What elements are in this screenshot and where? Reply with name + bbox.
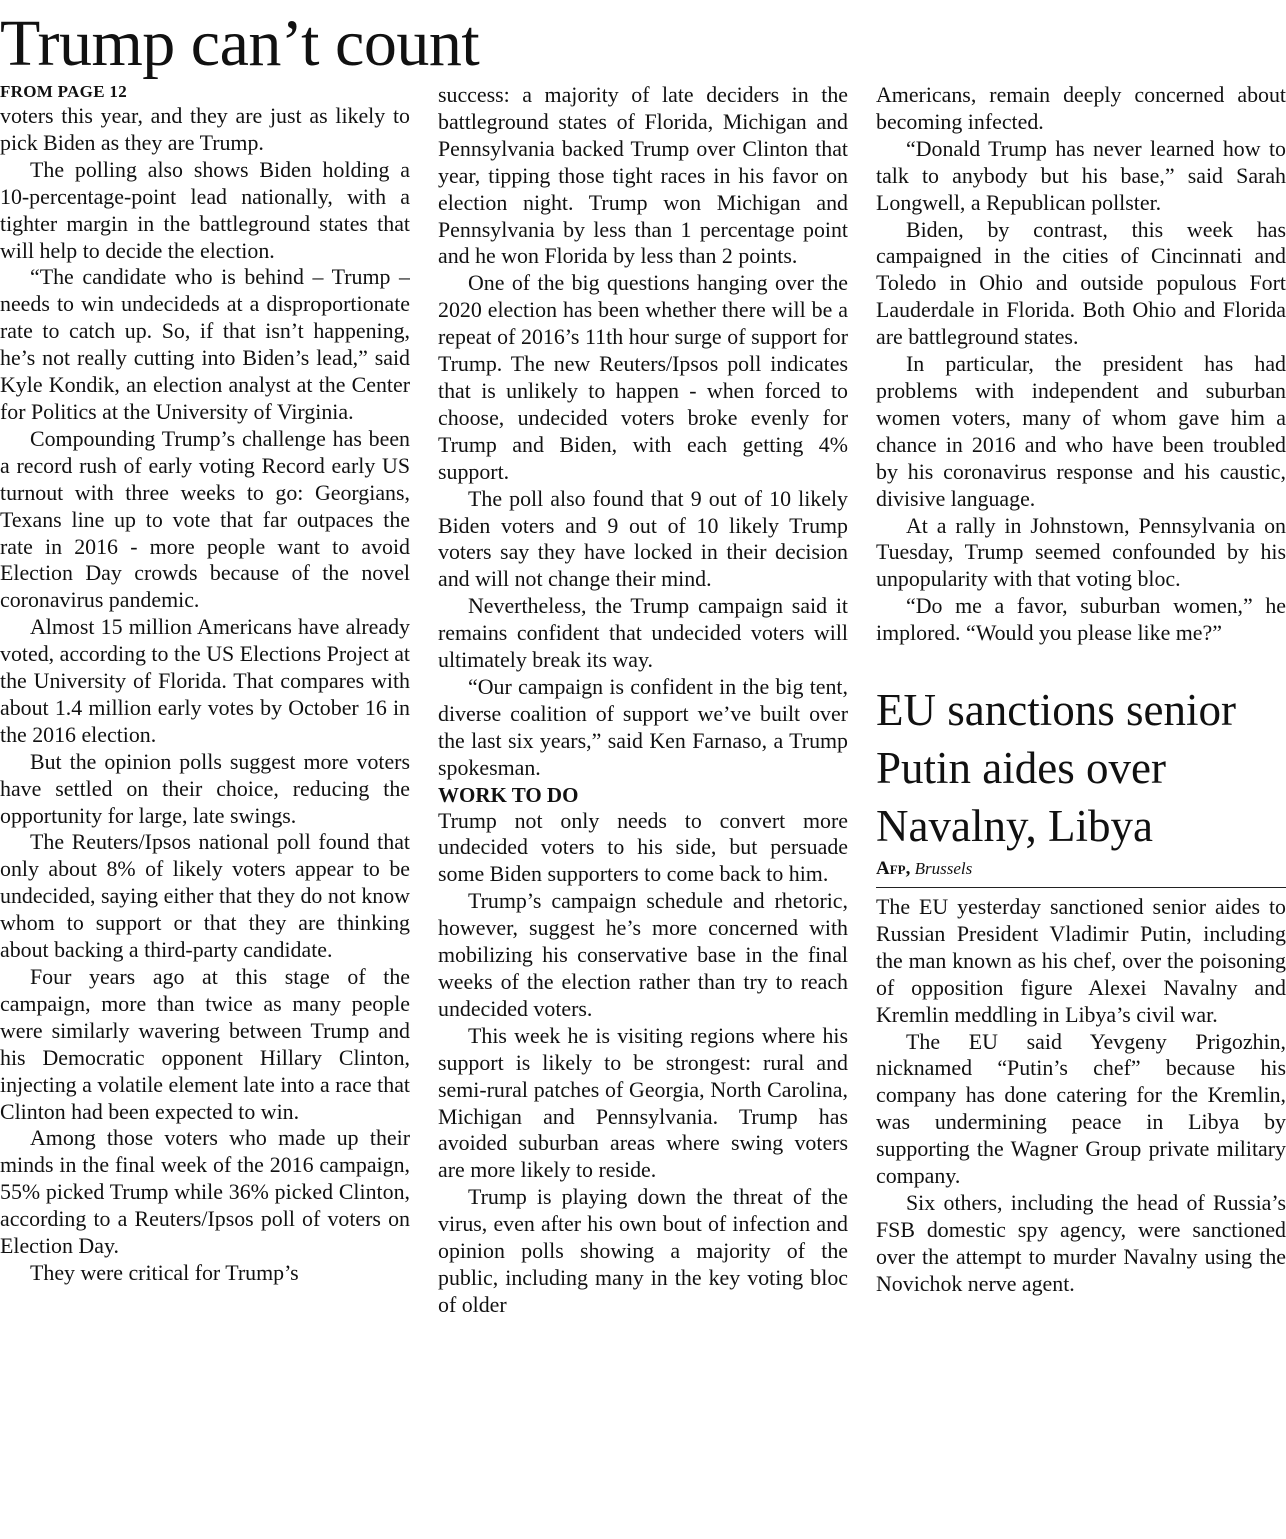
- paragraph: The poll also found that 9 out of 10 likely Biden voters and 9 out of 10 likely Trump voters say they have locked in their decision and will not change their mind.: [438, 485, 848, 592]
- article-column-3: [876, 82, 1286, 1539]
- byline-agency: Afp,: [876, 858, 911, 880]
- paragraph: “The candidate who is behind – Trump – needs to win undecideds at a disproportionate rate to catch up. So, if that isn’t happening, he’s not really cutting into Biden’s lead,” said Kyle Kondik, an election analyst at the Center for Politics at the University of Virginia.: [0, 264, 410, 424]
- paragraph: Six others, including the head of Russia’s FSB domestic spy agency, were sanctioned over the attempt to murder Navalny using the Novichok nerve agent.: [876, 1190, 1286, 1296]
- paragraph: The EU said Yevgeny Prigozhin, nicknamed “Putin’s chef” because his company has done catering for the Kremlin, was undermining peace in Libya by supporting the Wagner Group private military company.: [876, 1028, 1286, 1189]
- paragraph: “Donald Trump has never learned how to talk to anybody but his base,” said Sarah Longwell, a Republican pollster.: [876, 135, 1286, 215]
- article-column-2: [438, 82, 848, 1539]
- paragraph: One of the big questions hanging over the 2020 election has been whether there will be a repeat of 2016’s 11th hour surge of support for Trump. The new Reuters/Ipsos poll indicates that is unlikely to happen - when forced to choose, undecided voters broke evenly for Trump and Biden, with each getting 4% support.: [438, 270, 848, 484]
- paragraph: Trump’s campaign schedule and rhetoric, however, suggest he’s more concerned with mobilizing his conservative base in the final weeks of the election rather than try to reach undecided voters.: [438, 888, 848, 1021]
- paragraph: “Our campaign is confident in the big tent, diverse coalition of support we’ve built over the last six years,” said Ken Farnaso, a Trump spokesman.: [438, 673, 848, 780]
- paragraph: Biden, by contrast, this week has campaigned in the cities of Cincinnati and Toledo in Ohio and outside populous Fort Lauderdale in Florida. Both Ohio and Florida are battleground states.: [876, 216, 1286, 350]
- byline: [876, 859, 1286, 888]
- paragraph: “Do me a favor, suburban women,” he implored. “Would you please like me?”: [876, 593, 1286, 646]
- paragraph: The EU yesterday sanctioned senior aides to Russian President Vladimir Putin, including the man known as his chef, over the poisoning of opposition figure Alexei Navalny and Kremlin meddling in Libya’s civil war.: [876, 894, 1286, 1027]
- paragraph: Americans, remain deeply concerned about becoming infected.: [876, 82, 1286, 134]
- paragraph: Four years ago at this stage of the campaign, more than twice as many people were similarly wavering between Trump and his Democratic opponent Hillary Clinton, injecting a volatile element late into a race that Clinton had been expected to win.: [0, 964, 410, 1124]
- paragraph: This week he is visiting regions where his support is likely to be strongest: rural and semi-rural patches of Georgia, North Carolina, Michigan and Pennsylvania. Trump has avoided suburban areas where swing voters are more likely to reside.: [438, 1022, 848, 1183]
- continuation-kicker: FROM PAGE 12: [0, 82, 127, 101]
- paragraph: Compounding Trump’s challenge has been a record rush of early voting Record early US turnout with three weeks to go: Georgians, Texans line up to vote that far outpaces the rate in 2016 - more people want to avoid Election Day crowds because of the novel coronavirus pandemic.: [0, 425, 410, 613]
- paragraph: Among those voters who made up their minds in the final week of the 2016 campaign, 55% picked Trump while 36% picked Clinton, according to a Reuters/Ipsos poll of voters on Election Day.: [0, 1125, 410, 1259]
- main-headline: Trump can’t count: [0, 7, 480, 80]
- paragraph: Trump is playing down the threat of the virus, even after his own bout of infection and opinion polls showing a majority of the public, including many in the key voting bloc of older: [438, 1184, 848, 1317]
- paragraph: The Reuters/Ipsos national poll found that only about 8% of likely voters appear to be undecided, saying either that they do not know whom to support or that they are thinking about backing a third-party candidate.: [0, 829, 410, 963]
- second-story-headline: EU sanctions senior Putin aides over Navalny, Libya: [876, 685, 1236, 852]
- paragraph: At a rally in Johnstown, Pennsylvania on Tuesday, Trump seemed confounded by his unpopularity with that voting bloc.: [876, 512, 1286, 592]
- paragraph: Trump not only needs to convert more undecided voters to his side, but persuade some Biden supporters to come back to him.: [438, 807, 848, 887]
- paragraph: They were critical for Trump’s: [30, 1259, 299, 1285]
- byline-place: Brussels: [914, 859, 973, 879]
- paragraph: But the opinion polls suggest more voters have settled on their choice, reducing the opportunity for large, late swings.: [0, 748, 410, 828]
- paragraph: voters this year, and they are just as likely to pick Biden as they are Trump.: [0, 103, 410, 155]
- section-subhead: WORK TO DO: [438, 782, 579, 807]
- paragraph: In particular, the president has had problems with independent and suburban women voters, many of whom gave him a chance in 2016 and who have been troubled by his coronavirus response and his caustic, divisive language.: [876, 351, 1286, 511]
- paragraph: Nevertheless, the Trump campaign said it remains confident that undecided voters will ultimately break its way.: [438, 593, 848, 673]
- paragraph: Almost 15 million Americans have already voted, according to the US Elections Project at the University of Florida. That compares with about 1.4 million early votes by October 16 in the 2016 election.: [0, 614, 410, 747]
- paragraph: The polling also shows Biden holding a 10-percentage-point lead nationally, with a tighter margin in the battleground states that will help to decide the election.: [0, 156, 410, 263]
- article-column-1: [0, 82, 410, 1539]
- paragraph: success: a majority of late deciders in the battleground states of Florida, Michigan and Pennsylvania backed Trump over Clinton that year, tipping those tight races in his favor on election night. Trump won Michigan and Pennsylvania by less than 1 percentage point and he won Florida by less than 2 points.: [438, 82, 848, 269]
